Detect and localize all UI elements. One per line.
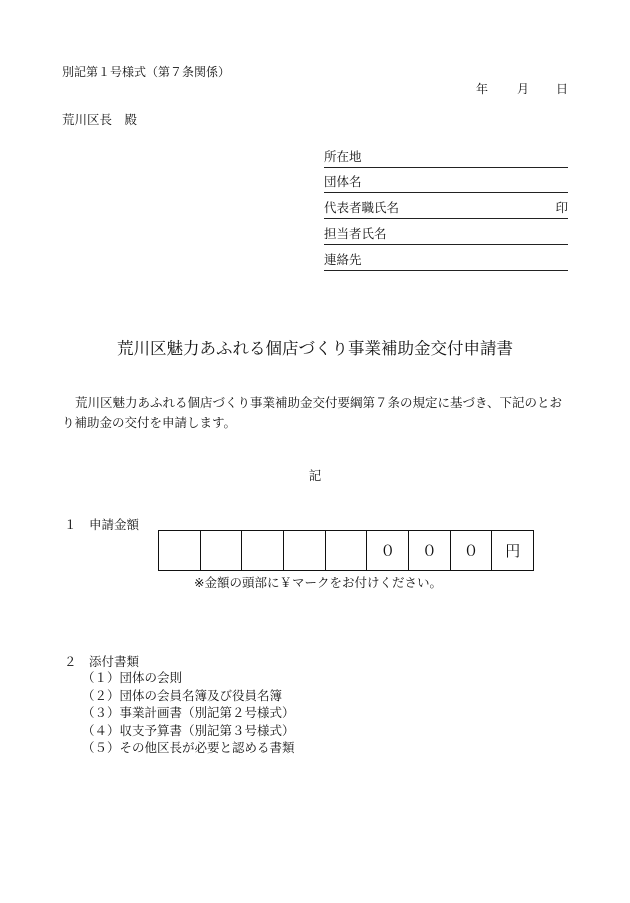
address-label: 所在地 [324, 149, 362, 164]
amount-cell[interactable] [326, 531, 368, 570]
yen-unit-cell: 円 [505, 542, 521, 560]
application-statement: 荒川区魅力あふれる個店づくり事業補助金交付要綱第７条の規定に基づき、下記のとおり補助金の交付を申請します。 [62, 395, 563, 430]
representative-field[interactable] [324, 198, 568, 219]
addressee: 荒川区長 殿 [62, 112, 138, 127]
document-title: 荒川区魅力あふれる個店づくり事業補助金交付申請書 [117, 339, 513, 358]
attachment-item: （２）団体の会員名簿及び役員名簿 [82, 687, 283, 703]
amount-cell: ０ [367, 531, 409, 570]
amount-cell: ０ [451, 531, 493, 570]
organization-name-field[interactable] [324, 172, 568, 193]
contact-person-label: 担当者氏名 [324, 226, 387, 241]
attachment-item: （４）収支予算書（別記第３号様式） [82, 722, 295, 738]
attachment-item: （５）その他区長が必要と認める書類 [82, 740, 295, 755]
contact-info-label: 連絡先 [324, 252, 362, 267]
date-month: 月 [517, 82, 530, 96]
amount-table [158, 530, 534, 571]
date-day: 日 [556, 82, 569, 96]
section-attachments-title: ２ 添付書類 [64, 654, 140, 669]
amount-cell[interactable] [201, 531, 243, 570]
attachment-item: （３）事業計画書（別記第２号様式） [82, 705, 295, 720]
representative-label: 代表者職氏名 [324, 200, 400, 215]
ki-heading: 記 [308, 468, 322, 483]
contact-info-field[interactable] [324, 250, 568, 271]
date-year: 年 [476, 82, 489, 96]
amount-cell: ０ [409, 531, 451, 570]
attachment-list [82, 669, 295, 757]
organization-name-label: 団体名 [324, 174, 362, 189]
address-field[interactable] [324, 147, 568, 168]
amount-cell[interactable] [242, 531, 284, 570]
form-number: 別記第１号様式（第７条関係） [62, 65, 231, 79]
amount-cell[interactable] [284, 531, 326, 570]
attachment-item: （１）団体の会則 [82, 670, 183, 685]
amount-note: ※金額の頭部に￥マークをお付けください。 [194, 575, 442, 590]
contact-person-field[interactable] [324, 224, 568, 245]
amount-cell[interactable] [159, 531, 201, 570]
seal-mark: 印 [555, 200, 568, 215]
section-amount-title: １ 申請金額 [64, 517, 140, 532]
